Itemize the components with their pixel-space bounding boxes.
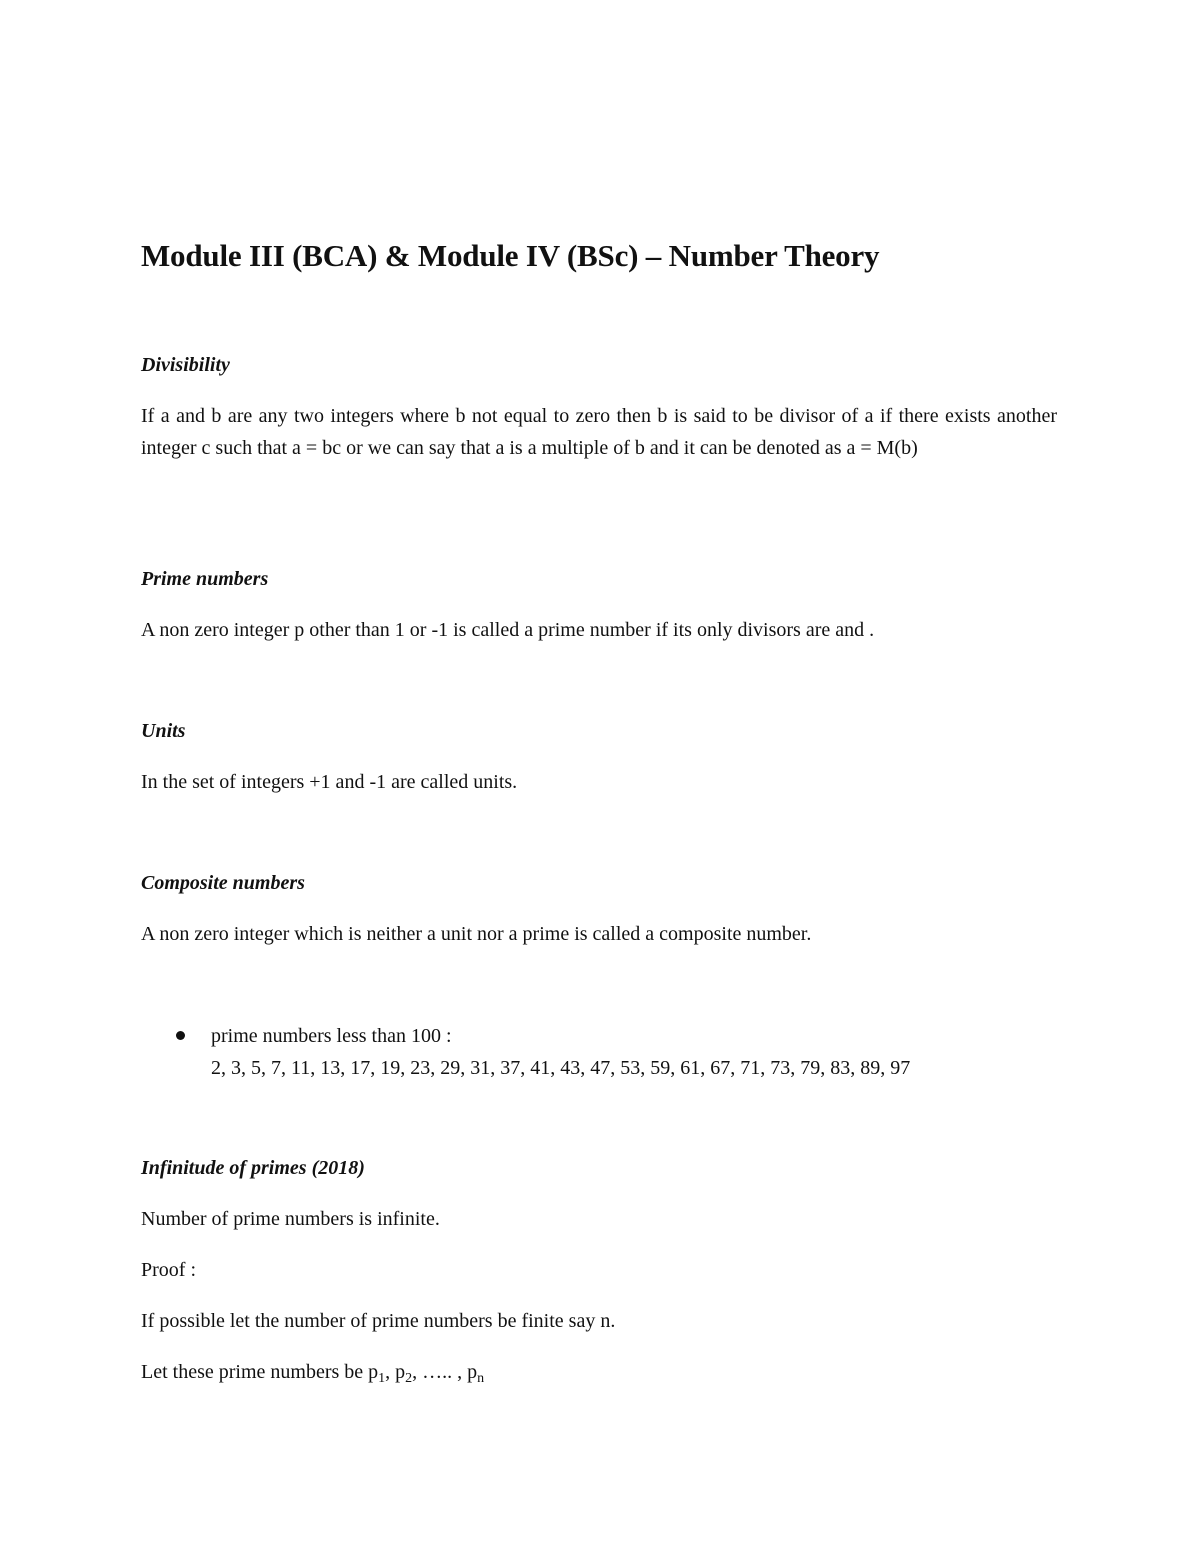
separator-2: , ….. , p [412, 1361, 478, 1383]
bullet-icon [176, 1031, 185, 1040]
page-title: Module III (BCA) & Module IV (BSc) – Number Theory [141, 238, 880, 273]
heading-prime-numbers: Prime numbers [141, 568, 269, 590]
paragraph-units: In the set of integers +1 and -1 are called units. [141, 771, 518, 793]
prime-list: 2, 3, 5, 7, 11, 13, 17, 19, 23, 29, 31, 37, 41, 43, 47, 53, 59, 61, 67, 71, 73, 79, 83, 89, 97 [211, 1057, 911, 1079]
subscript-2: 2 [405, 1371, 413, 1386]
bullet-item-primes [211, 1020, 910, 1084]
proof-line-1: If possible let the number of prime numbers be finite say n. [141, 1310, 616, 1332]
heading-divisibility: Divisibility [141, 354, 230, 376]
heading-units: Units [141, 720, 186, 742]
proof-line-2-prefix: Let these prime numbers be p [141, 1361, 379, 1383]
bullet-label: prime numbers less than 100 : [211, 1025, 452, 1047]
proof-label: Proof : [141, 1259, 196, 1281]
proof-line-2 [141, 1356, 484, 1388]
statement-infinitude: Number of prime numbers is infinite. [141, 1208, 440, 1230]
paragraph-divisibility: If a and b are any two integers where b not equal to zero then b is said to be divisor of a if there exists another integer c such that a = bc or we can say that a is a multiple of b and it can be denoted as a = M(b) [141, 405, 1057, 459]
paragraph-composite-numbers: A non zero integer which is neither a unit nor a prime is called a composite number. [141, 923, 812, 945]
paragraph-prime-numbers: A non zero integer p other than 1 or -1 is called a prime number if its only divisors are and . [141, 619, 875, 641]
separator-1: , p [385, 1361, 406, 1383]
heading-infinitude-of-primes: Infinitude of primes (2018) [141, 1157, 365, 1179]
subscript-1: 1 [378, 1371, 386, 1386]
subscript-n: n [477, 1371, 485, 1386]
heading-composite-numbers: Composite numbers [141, 872, 305, 894]
